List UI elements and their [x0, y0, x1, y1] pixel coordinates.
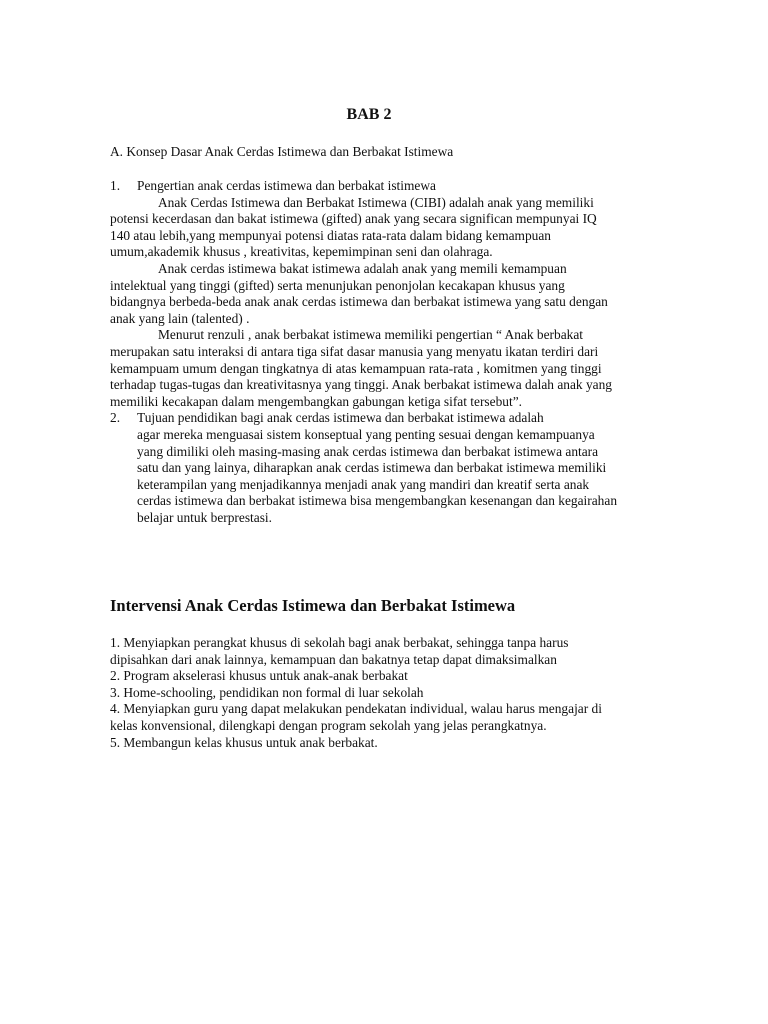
list-item-1-heading [110, 178, 620, 195]
paragraph-education-goal: agar mereka menguasai sistem konseptual yang penting sesuai dengan kemampuanya yang dimiliki oleh masing-masing anak cerdas istimewa dan berbakat istimewa antara satu dan yang lainya, diharapkan anak cerdas istimewa dan berbakat istimewa memiliki keterampilan yang menjadikannya menjadi anak yang mandiri dan kreatif serta anak cerdas istimewa dan berbakat istimewa bisa mengembangkan kesenangan dan kegairahan belajar untuk berprestasi. [137, 426, 618, 525]
paragraph-renzulli: Menurut renzuli , anak berbakat istimewa memiliki pengertian “ Anak berbakat merupakan satu interaksi di antara tiga sifat dasar manusia yang menyatu ikatan terdiri dari kemampuam umum dengan tingkatnya di atas kemampuan rata-rata , komitmen yang tinggi terhadap tugas-tugas dan kreativitasnya yang tinggi. Anak berbakat istimewa dalah anak yang memiliki kecakapan dalam mengembangkan gabungan ketiga sifat tersebut”. [110, 327, 612, 409]
list-item-number: 1. [110, 178, 121, 193]
intervention-item: 4. Menyiapkan guru yang dapat melakukan pendekatan individual, walau harus mengajar di kelas konvensional, dilengkapi dengan program sekolah yang jelas perangkatnya. [110, 701, 602, 733]
intervention-item: 5. Membangun kelas khusus untuk anak berbakat. [110, 734, 378, 750]
intervention-heading: Intervensi Anak Cerdas Istimewa dan Berbakat Istimewa [110, 596, 516, 615]
paragraph-cibi-definition: Anak Cerdas Istimewa dan Berbakat Istimewa (CIBI) adalah anak yang memiliki potensi kecerdasan dan bakat istimewa (gifted) anak yang secara significan mempunyai IQ 140 atau lebih,yang mempunyai potensi diatas rata-rata dalam bidang kemampuan umum,akademik khusus , kreativitas, kepemimpinan seni dan olahraga. [110, 194, 597, 260]
paragraph-gifted-talented: Anak cerdas istimewa bakat istimewa adalah anak yang memili kemampuan intelektual yang tinggi (gifted) serta menunjukan penonjolan kecakapan khusus yang bidangnya berbeda-beda anak anak cerdas istimewa dan berbakat istimewa yang satu dengan anak yang lain (talented) . [110, 260, 608, 326]
intervention-item: 1. Menyiapkan perangkat khusus di sekolah bagi anak berbakat, sehingga tanpa harus dipisahkan dari anak lainnya, kemampuan dan bakatnya tetap dapat dimaksimalkan [110, 635, 569, 667]
list-item-heading-text: Tujuan pendidikan bagi anak cerdas istimewa dan berbakat istimewa adalah [137, 410, 544, 426]
list-item-heading-text: Pengertian anak cerdas istimewa dan berbakat istimewa [137, 178, 436, 193]
chapter-title: BAB 2 [346, 106, 392, 123]
list-item-number: 2. [110, 410, 121, 426]
list-item-2-heading [110, 410, 620, 427]
intervention-item: 2. Program akselerasi khusus untuk anak-anak berbakat [110, 668, 408, 684]
intervention-list [110, 635, 620, 751]
section-heading-a: A. Konsep Dasar Anak Cerdas Istimewa dan Berbakat Istimewa [110, 144, 454, 159]
concept-list [110, 178, 620, 526]
intervention-item: 3. Home-schooling, pendidikan non formal di luar sekolah [110, 684, 424, 700]
